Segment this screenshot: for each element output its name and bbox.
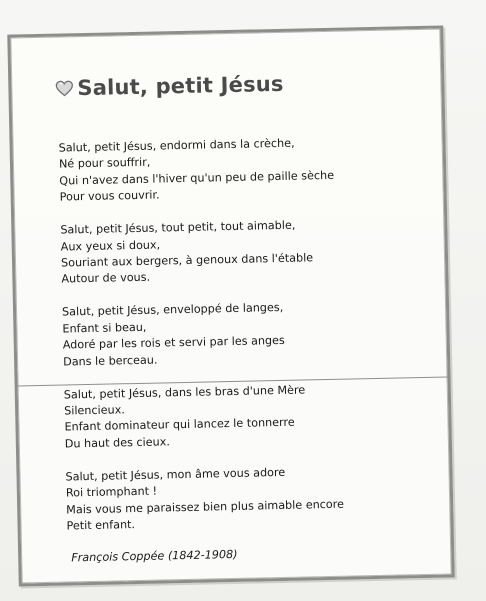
poem-line: Qui n'avez dans l'hiver qu'un peu de paille sèche: [59, 168, 335, 188]
poem-line: Silencieux.: [64, 403, 125, 418]
poem-line: Adoré par les rois et servi par les anges: [62, 334, 285, 352]
stanza: [65, 461, 446, 535]
stanza: [62, 297, 443, 371]
poem-card: [7, 25, 454, 586]
poem-line: Roi triomphant !: [65, 484, 158, 500]
poem-line: Enfant dominateur qui lancez le tonnerre: [64, 416, 295, 434]
poem-line: Salut, petit Jésus, enveloppé de langes,: [61, 301, 284, 319]
poem-title-row: [55, 72, 284, 101]
poem-line: Autour de vous.: [61, 271, 151, 286]
poem-body: [58, 133, 447, 552]
poem-line: Salut, petit Jésus, dans les bras d'une Mère: [63, 383, 306, 402]
poem-line: Aux yeux si doux,: [60, 238, 161, 254]
poem-line: Du haut des cieux.: [64, 435, 170, 451]
poem-line: Pour vous couvrir.: [59, 188, 160, 204]
poem-line: Enfant si beau,: [62, 320, 147, 336]
poem-line: Dans le berceau.: [62, 353, 158, 369]
poem-line: Petit enfant.: [66, 518, 136, 533]
stanza: [58, 133, 439, 207]
poem-line: Salut, petit Jésus, mon âme vous adore: [65, 465, 286, 484]
stanza: [64, 379, 445, 453]
poem-line: Mais vous me paraissez bien plus aimable encore: [66, 497, 345, 517]
poem-line: Souriant aux bergers, à genoux dans l'étable: [60, 251, 314, 270]
heart-icon: [55, 80, 73, 96]
poem-line: Salut, petit Jésus, tout petit, tout aimable,: [60, 218, 296, 237]
poem-line: Né pour souffrir,: [58, 156, 151, 171]
poem-author: François Coppée (1842-1908): [71, 547, 238, 565]
stanza: [60, 215, 441, 289]
poem-line: Salut, petit Jésus, endormi dans la crèche,: [58, 136, 295, 155]
poem-title: Salut, petit Jésus: [77, 71, 284, 101]
